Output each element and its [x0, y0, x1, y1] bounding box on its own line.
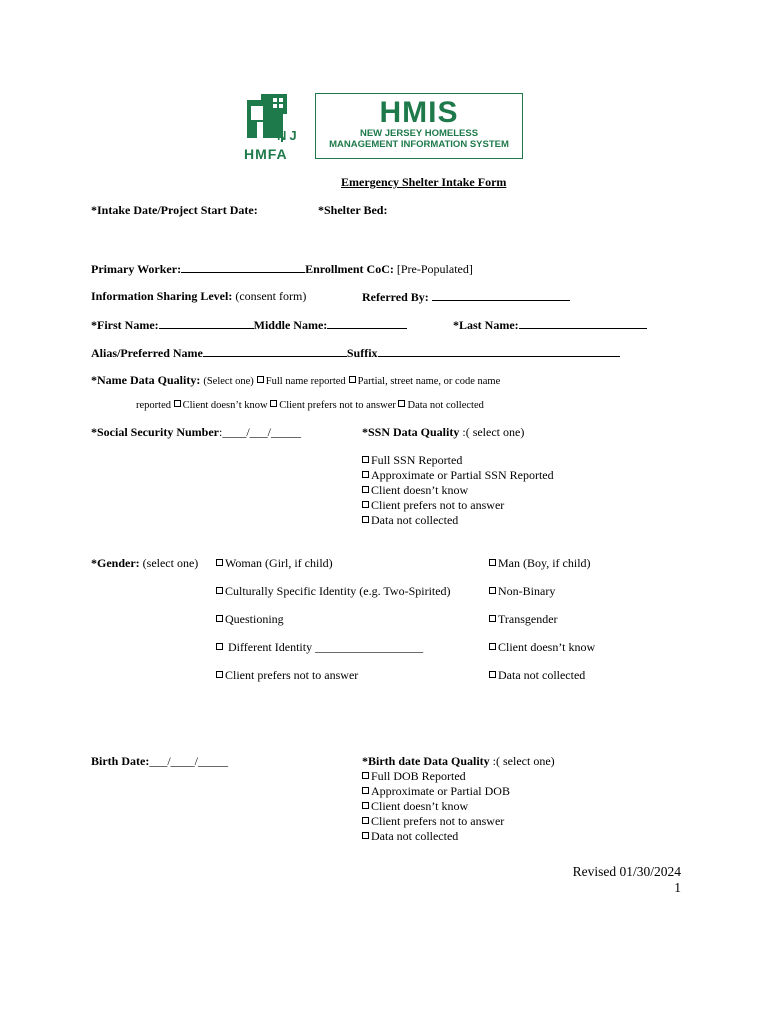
checkbox-icon[interactable] — [270, 400, 277, 407]
referred-by-label: Referred By: — [362, 290, 429, 304]
checkbox-icon[interactable] — [349, 376, 356, 383]
hmfa-text: HMFA — [244, 146, 288, 162]
name-dq-option-5[interactable]: Data not collected — [398, 400, 483, 411]
gender-option[interactable]: Culturally Specific Identity (e.g. Two-Spirited) — [216, 584, 451, 599]
birth-dq-option[interactable]: Full DOB Reported — [362, 769, 555, 784]
primary-worker-field[interactable] — [181, 261, 305, 273]
name-dq-label: *Name Data Quality: — [91, 373, 201, 387]
checkbox-icon[interactable] — [216, 587, 223, 594]
name-row — [91, 317, 407, 333]
name-dq-option-2-cont: reported — [136, 400, 171, 411]
birth-date-field[interactable]: ___/____/_____ — [149, 754, 228, 768]
alias-label: Alias/Preferred Name — [91, 346, 203, 360]
checkbox-icon[interactable] — [362, 832, 369, 839]
name-dq-row-2 — [136, 400, 484, 411]
name-dq-row — [91, 373, 500, 388]
info-sharing-value: (consent form) — [235, 289, 307, 303]
gender-option[interactable]: Transgender — [489, 612, 558, 627]
ssn-dq-option[interactable]: Client doesn’t know — [362, 483, 554, 498]
alias-row — [91, 345, 620, 361]
gender-hint: (select one) — [139, 556, 199, 570]
birth-dq-option[interactable]: Client doesn’t know — [362, 799, 555, 814]
shelter-bed-label: *Shelter Bed: — [318, 203, 388, 217]
checkbox-icon[interactable] — [362, 817, 369, 824]
gender-label: *Gender: — [91, 556, 140, 570]
ssn-dq-option[interactable]: Approximate or Partial SSN Reported — [362, 468, 554, 483]
gender-option[interactable]: Different Identity __________________ — [216, 640, 423, 655]
ssn-row — [91, 425, 301, 440]
ssn-dq-heading — [362, 425, 524, 440]
primary-worker-row — [91, 261, 473, 277]
alias-field[interactable] — [203, 345, 347, 357]
suffix-field[interactable] — [378, 345, 620, 357]
checkbox-icon[interactable] — [174, 400, 181, 407]
checkbox-icon[interactable] — [489, 615, 496, 622]
checkbox-icon[interactable] — [362, 802, 369, 809]
checkbox-icon[interactable] — [489, 643, 496, 650]
enrollment-coc-label: Enrollment CoC: — [305, 262, 394, 276]
middle-name-field[interactable] — [327, 317, 407, 329]
ssn-dq-option[interactable]: Client prefers not to answer — [362, 498, 554, 513]
birth-date-label: Birth Date: — [91, 754, 150, 768]
birth-dq-option[interactable]: Client prefers not to answer — [362, 814, 555, 829]
birth-dq-heading — [362, 754, 555, 769]
page-number: 1 — [674, 880, 681, 895]
gender-option[interactable]: Woman (Girl, if child) — [216, 556, 333, 571]
intake-date-label: *Intake Date/Project Start Date: — [91, 203, 258, 217]
hmis-logo — [315, 93, 523, 159]
suffix-label: Suffix — [346, 346, 378, 360]
middle-name-label: Middle Name: — [253, 318, 328, 332]
checkbox-icon[interactable] — [216, 643, 223, 650]
ssn-dq-hint: :( select one) — [459, 425, 525, 439]
checkbox-icon[interactable] — [216, 559, 223, 566]
info-sharing-label: Information Sharing Level: — [91, 289, 233, 303]
checkbox-icon[interactable] — [362, 501, 369, 508]
gender-option[interactable]: Client doesn’t know — [489, 640, 595, 655]
checkbox-icon[interactable] — [362, 471, 369, 478]
checkbox-icon[interactable] — [398, 400, 405, 407]
gender-option[interactable]: Data not collected — [489, 668, 585, 683]
name-dq-option-1[interactable]: Full name reported — [257, 376, 346, 387]
hmfa-logo — [243, 92, 305, 162]
checkbox-icon[interactable] — [489, 587, 496, 594]
name-dq-option-4[interactable]: Client prefers not to answer — [270, 400, 396, 411]
hmis-title: HMIS — [379, 96, 459, 129]
name-dq-hint: (Select one) — [203, 376, 254, 387]
checkbox-icon[interactable] — [216, 615, 223, 622]
revised-date: Revised 01/30/2024 — [572, 864, 681, 879]
enrollment-coc-value: [Pre-Populated] — [396, 262, 473, 276]
gender-heading — [91, 556, 198, 571]
ssn-dq-label: *SSN Data Quality — [362, 425, 460, 439]
checkbox-icon[interactable] — [362, 516, 369, 523]
last-name-field[interactable] — [519, 317, 647, 329]
checkbox-icon[interactable] — [216, 671, 223, 678]
hmis-subtitle-2: MANAGEMENT INFORMATION SYSTEM — [329, 139, 509, 150]
referred-by-row — [362, 289, 570, 305]
checkbox-icon[interactable] — [257, 376, 264, 383]
ssn-dq-options — [362, 453, 554, 528]
birth-dq-block — [362, 754, 555, 844]
checkbox-icon[interactable] — [362, 486, 369, 493]
first-name-label: *First Name: — [91, 318, 159, 332]
checkbox-icon[interactable] — [489, 559, 496, 566]
first-name-field[interactable] — [159, 317, 254, 329]
hmis-subtitle-1: NEW JERSEY HOMELESS — [359, 128, 479, 139]
checkbox-icon[interactable] — [362, 772, 369, 779]
referred-by-field[interactable] — [432, 289, 570, 301]
ssn-dq-option[interactable]: Full SSN Reported — [362, 453, 554, 468]
gender-option[interactable]: Non-Binary — [489, 584, 555, 599]
ssn-dq-option[interactable]: Data not collected — [362, 513, 554, 528]
birth-dq-option[interactable]: Approximate or Partial DOB — [362, 784, 555, 799]
ssn-label: *Social Security Number — [91, 425, 219, 439]
hmfa-nj-text: NJ — [277, 128, 300, 143]
last-name-label: *Last Name: — [453, 318, 519, 332]
checkbox-icon[interactable] — [362, 456, 369, 463]
primary-worker-label: Primary Worker: — [91, 262, 182, 276]
gender-option[interactable]: Man (Boy, if child) — [489, 556, 591, 571]
form-title: Emergency Shelter Intake Form — [341, 175, 507, 189]
checkbox-icon[interactable] — [362, 787, 369, 794]
name-dq-option-2[interactable]: Partial, street name, or code name — [349, 376, 501, 387]
name-dq-option-3[interactable]: Client doesn’t know — [174, 400, 268, 411]
birth-dq-label: *Birth date Data Quality — [362, 754, 490, 768]
birth-dq-hint: :( select one) — [489, 754, 555, 768]
last-name-row — [453, 317, 647, 333]
ssn-field[interactable]: :____/___/_____ — [219, 425, 302, 439]
info-sharing-row — [91, 289, 306, 304]
birth-date-row — [91, 754, 228, 769]
checkbox-icon[interactable] — [489, 671, 496, 678]
gender-option[interactable]: Questioning — [216, 612, 284, 627]
gender-option[interactable]: Client prefers not to answer — [216, 668, 358, 683]
birth-dq-option[interactable]: Data not collected — [362, 829, 555, 844]
